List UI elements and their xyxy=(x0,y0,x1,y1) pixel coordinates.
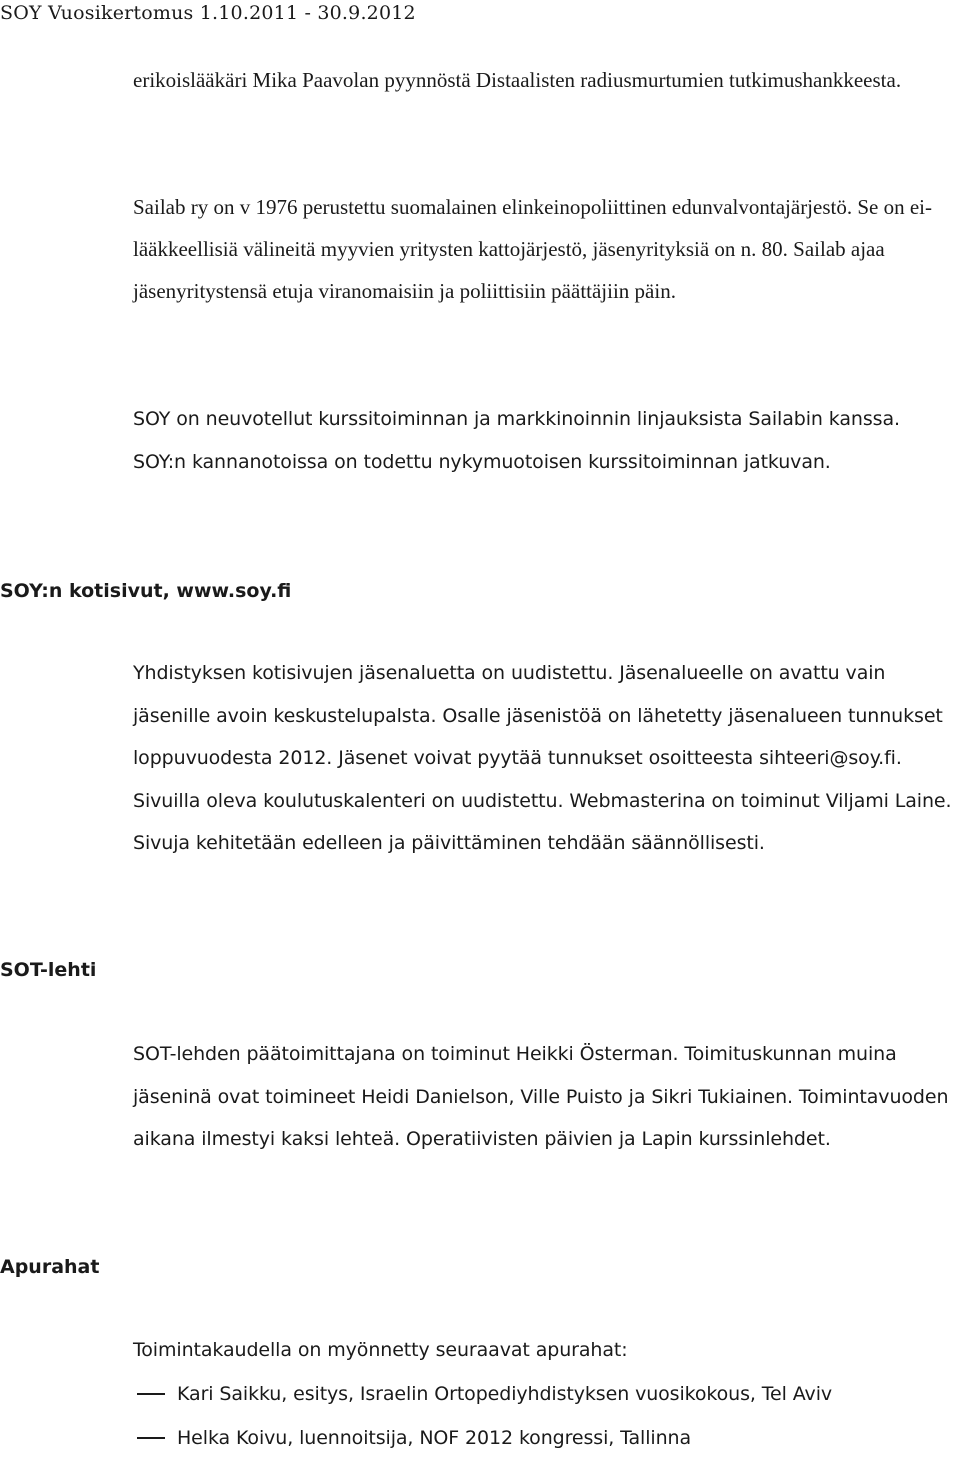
paragraph-sot-lehti: SOT-lehden päätoimittajana on toiminut Heikki Österman. Toimituskunnan muina jäseninä ovat toimineet Heidi Danielson, Ville Puisto ja Sikri Tukiainen. Toimintavuoden aikana ilmestyi kaksi lehteä. Operatiivisten päivien ja Lapin kurssinlehdet. xyxy=(133,1043,949,1150)
paragraph-sailab: Sailab ry on v 1976 perustettu suomalainen elinkeinopoliittinen edunvalvontajärjestö. Se on ei-lääkkeellisiä välineitä myyvien yritysten kattojärjestö, jäsenyrityksiä on n. 80. Sailab ajaa jäsenyritystensä etuja viranomaisiin ja poliittisiin päättäjiin päin. xyxy=(133,195,932,303)
list-item xyxy=(133,1372,832,1416)
running-header: SOY Vuosikertomus 1.10.2011 - 30.9.2012 xyxy=(0,2,416,24)
paragraph-kurssitoiminta: SOY on neuvotellut kurssitoiminnan ja markkinoinnin linjauksista Sailabin kanssa. SOY:n kannanotoissa on todettu nykymuotoisen kurssitoiminnan jatkuvan. xyxy=(133,408,900,473)
grant-list xyxy=(133,1372,832,1460)
paragraph-kotisivut: Yhdistyksen kotisivujen jäsenaluetta on uudistettu. Jäsenalueelle on avattu vain jäsenille avoin keskustelupalsta. Osalle jäsenistöä on lähetetty jäsenalueen tunnukset loppuvuodesta 2012. Jäsenet voivat pyytää tunnukset osoitteesta sihteeri@soy.fi. Sivuilla oleva koulutuskalenteri on uudistettu. Webmasterina on toiminut Viljami Laine. Sivuja kehitetään edelleen ja päivittäminen tehdään säännöllisesti. xyxy=(133,662,952,854)
section-heading-kotisivut: SOY:n kotisivut, www.soy.fi xyxy=(0,580,292,602)
paragraph-radiusmurtumat: erikoislääkäri Mika Paavolan pyynnöstä Distaalisten radiusmurtumien tutkimushankkeesta. xyxy=(133,68,902,92)
grant-item-text: Kari Saikku, esitys, Israelin Ortopediyhdistyksen vuosikokous, Tel Aviv xyxy=(177,1383,833,1405)
grant-item-text: Helka Koivu, luennoitsija, NOF 2012 kongressi, Tallinna xyxy=(177,1427,692,1449)
dash-bullet-icon xyxy=(137,1437,165,1439)
list-item xyxy=(133,1416,832,1460)
dash-bullet-icon xyxy=(137,1393,165,1395)
section-heading-apurahat: Apurahat xyxy=(0,1256,100,1278)
section-heading-sot-lehti: SOT-lehti xyxy=(0,959,97,981)
paragraph-apurahat: Toimintakaudella on myönnetty seuraavat apurahat: xyxy=(133,1339,628,1361)
